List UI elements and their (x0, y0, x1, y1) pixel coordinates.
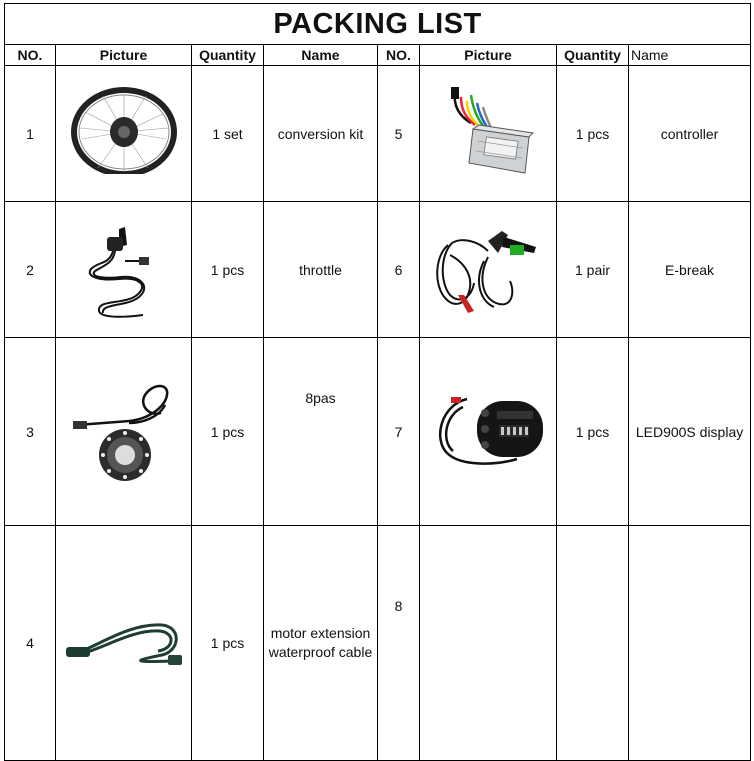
item-name: throttle (264, 202, 378, 338)
item-picture (56, 526, 192, 761)
item-name: 8pas (264, 338, 378, 526)
item-name (264, 526, 378, 761)
item-no: 6 (378, 202, 420, 338)
table-row (5, 338, 751, 526)
item-quantity: 1 pcs (192, 202, 264, 338)
throttle-image (79, 215, 169, 325)
item-name: LED900S display (629, 338, 751, 526)
wheel-hub-motor-image (68, 84, 180, 184)
table-row (5, 202, 751, 338)
header-picture-2: Picture (420, 45, 557, 66)
item-quantity: 1 pcs (192, 338, 264, 526)
item-no: 7 (378, 338, 420, 526)
packing-list-sheet (4, 3, 750, 660)
header-picture: Picture (56, 45, 192, 66)
header-row (5, 45, 751, 66)
table-row (5, 66, 751, 202)
item-quantity-empty (557, 526, 629, 761)
display-image (427, 379, 549, 484)
brake-lever-image (428, 217, 548, 322)
packing-list-table (4, 3, 751, 761)
item-name: controller (629, 66, 751, 202)
header-no-2: NO. (378, 45, 420, 66)
item-no: 4 (5, 526, 56, 761)
item-name-line-1: motor extension (270, 625, 371, 641)
extension-cable-image (62, 603, 186, 683)
item-no: 8 (378, 526, 420, 761)
item-no: 5 (378, 66, 420, 202)
header-name-2: Name (629, 45, 751, 66)
item-quantity: 1 pcs (192, 526, 264, 761)
pas-sensor-image (69, 377, 179, 487)
table-row (5, 526, 751, 761)
title-cell (5, 4, 751, 45)
header-quantity: Quantity (192, 45, 264, 66)
item-quantity: 1 set (192, 66, 264, 202)
item-quantity: 1 pcs (557, 66, 629, 202)
controller-image (433, 81, 543, 186)
title-row (5, 4, 751, 45)
item-name-empty (629, 526, 751, 761)
item-picture (56, 338, 192, 526)
item-picture (420, 202, 557, 338)
item-no: 2 (5, 202, 56, 338)
header-name: Name (264, 45, 378, 66)
page-title: PACKING LIST (273, 7, 482, 40)
item-picture-empty (420, 526, 557, 761)
item-no: 1 (5, 66, 56, 202)
item-name: E-break (629, 202, 751, 338)
item-picture (56, 66, 192, 202)
header-no: NO. (5, 45, 56, 66)
item-name-line-2: waterproof cable (268, 644, 373, 660)
item-picture (420, 338, 557, 526)
item-name: conversion kit (264, 66, 378, 202)
item-picture (56, 202, 192, 338)
item-picture (420, 66, 557, 202)
item-quantity: 1 pcs (557, 338, 629, 526)
header-quantity-2: Quantity (557, 45, 629, 66)
item-no: 3 (5, 338, 56, 526)
item-quantity: 1 pair (557, 202, 629, 338)
